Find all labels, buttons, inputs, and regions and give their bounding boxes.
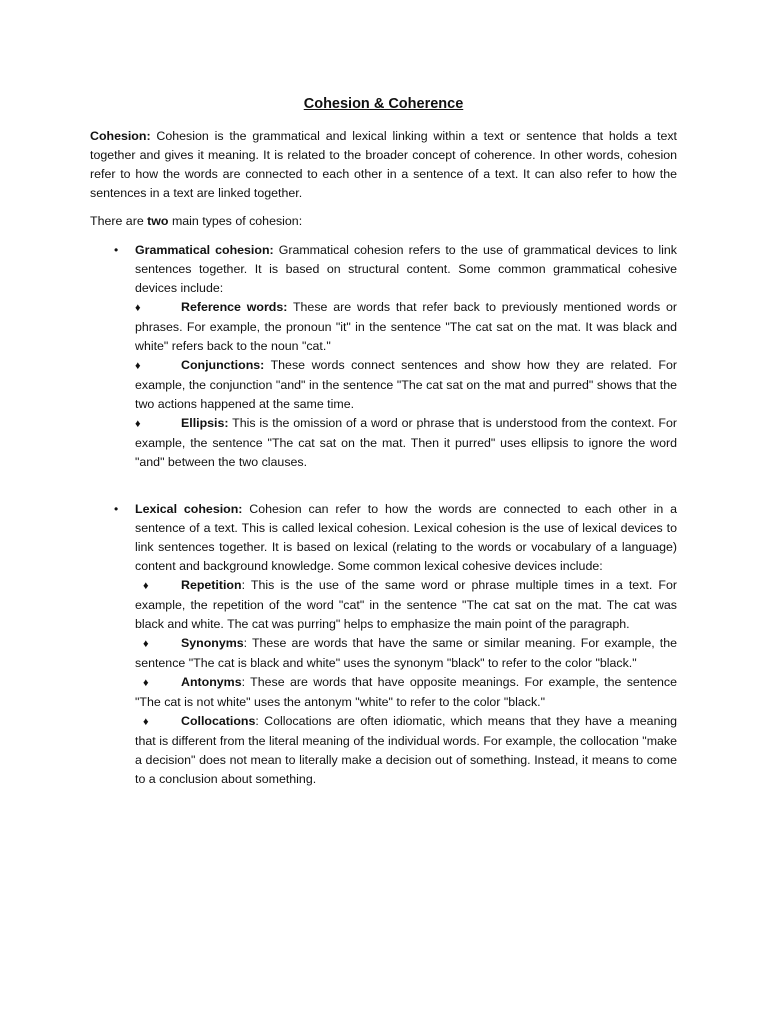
item-term: Conjunctions:	[181, 358, 265, 372]
item-term: Ellipsis:	[181, 416, 229, 430]
item-text: : These are words that have opposite meanings. For example, the sentence "The cat is not white" uses the antonym "white" to refer to the color "black."	[135, 675, 677, 709]
item-text: : These are words that have the same or similar meaning. For example, the sentence "The cat is black and white" uses the synonym "black" to refer to the color "black."	[135, 636, 677, 670]
list-item-ellipsis	[135, 414, 677, 472]
list-item-collocations	[135, 712, 677, 789]
diamond-bullet-icon: ♦	[135, 418, 141, 430]
item-term: Synonyms	[181, 636, 244, 650]
intro-paragraph	[90, 127, 677, 203]
item-text: : This is the use of the same word or phrase multiple times in a text. For example, the repetition of the word "cat" in the sentence "The cat sat on the mat. The cat was black and white. The cat was purring" helps to emphasize the main point of the paragraph.	[135, 578, 677, 631]
intro-text: Cohesion is the grammatical and lexical linking within a text or sentence that holds a text together and gives it meaning. It is related to the broader concept of coherence. In other words, cohesion refer to how the words are connected to each other in a sentence of a text. It can also refer to how the sentences in a text are linked together.	[90, 129, 677, 200]
item-term: Collocations	[181, 714, 256, 728]
section-text: Grammatical cohesion refers to the use of grammatical devices to link sentences together. It is based on structural content. Some common grammatical cohesive devices include:	[135, 243, 677, 295]
page-title: Cohesion & Coherence	[303, 96, 464, 112]
item-text: : Collocations are often idiomatic, which means that they have a meaning that is different from the literal meaning of the individual words. For example, the collocation "make a decision" does not mean to literally make a decision out of something. Instead, it means to come to a conclusion about something.	[135, 714, 677, 786]
list-item-antonyms	[135, 673, 677, 712]
bullet-icon: •	[114, 502, 119, 516]
types-line	[90, 212, 677, 231]
types-bold: two	[147, 214, 169, 228]
intro-term: Cohesion:	[90, 129, 151, 143]
section-spacer	[90, 472, 677, 500]
diamond-bullet-icon: ♦	[143, 638, 149, 650]
types-suffix: main types of cohesion:	[168, 214, 303, 228]
section-lead	[135, 500, 677, 576]
list-item-conjunctions	[135, 356, 677, 414]
types-prefix: There are	[90, 214, 148, 228]
diamond-bullet-icon: ♦	[135, 360, 141, 372]
section-term: Lexical cohesion:	[135, 502, 243, 516]
section-term: Grammatical cohesion:	[135, 243, 274, 257]
diamond-bullet-icon: ♦	[143, 716, 149, 728]
item-text: These words connect sentences and show how they are related. For example, the conjunction "and" in the sentence "The cat sat on the mat and purred" shows that the two actions happened at the same time.	[135, 358, 677, 411]
diamond-bullet-icon: ♦	[135, 302, 141, 314]
section-lexical-cohesion	[90, 500, 677, 789]
diamond-bullet-icon: ♦	[143, 677, 149, 689]
item-term: Repetition	[181, 578, 242, 592]
item-text: This is the omission of a word or phrase that is understood from the context. For example, the sentence "The cat sat on the mat. Then it purred" uses ellipsis to ignore the word "and" between the two clauses.	[135, 416, 677, 469]
list-item-synonyms	[135, 634, 677, 673]
diamond-bullet-icon: ♦	[143, 580, 149, 592]
item-term: Reference words:	[181, 300, 288, 314]
list-item-reference-words	[135, 298, 677, 356]
document-page	[90, 94, 677, 789]
section-text: Cohesion can refer to how the words are connected to each other in a sentence of a text. This is called lexical cohesion. Lexical cohesion is the use of lexical devices to link sentences together. It is based on lexical (relating to the words or vocabulary of a language) content and background knowledge. Some common lexical cohesive devices include:	[135, 502, 677, 573]
item-text: These are words that refer back to previously mentioned words or phrases. For example, the pronoun "it" in the sentence "The cat sat on the mat. It was black and white" refers back to the noun "cat."	[135, 300, 678, 353]
section-grammatical-cohesion	[90, 241, 677, 472]
list-item-repetition	[135, 576, 677, 634]
bullet-icon: •	[114, 243, 119, 257]
item-term: Antonyms	[181, 675, 242, 689]
section-lead	[135, 241, 677, 298]
